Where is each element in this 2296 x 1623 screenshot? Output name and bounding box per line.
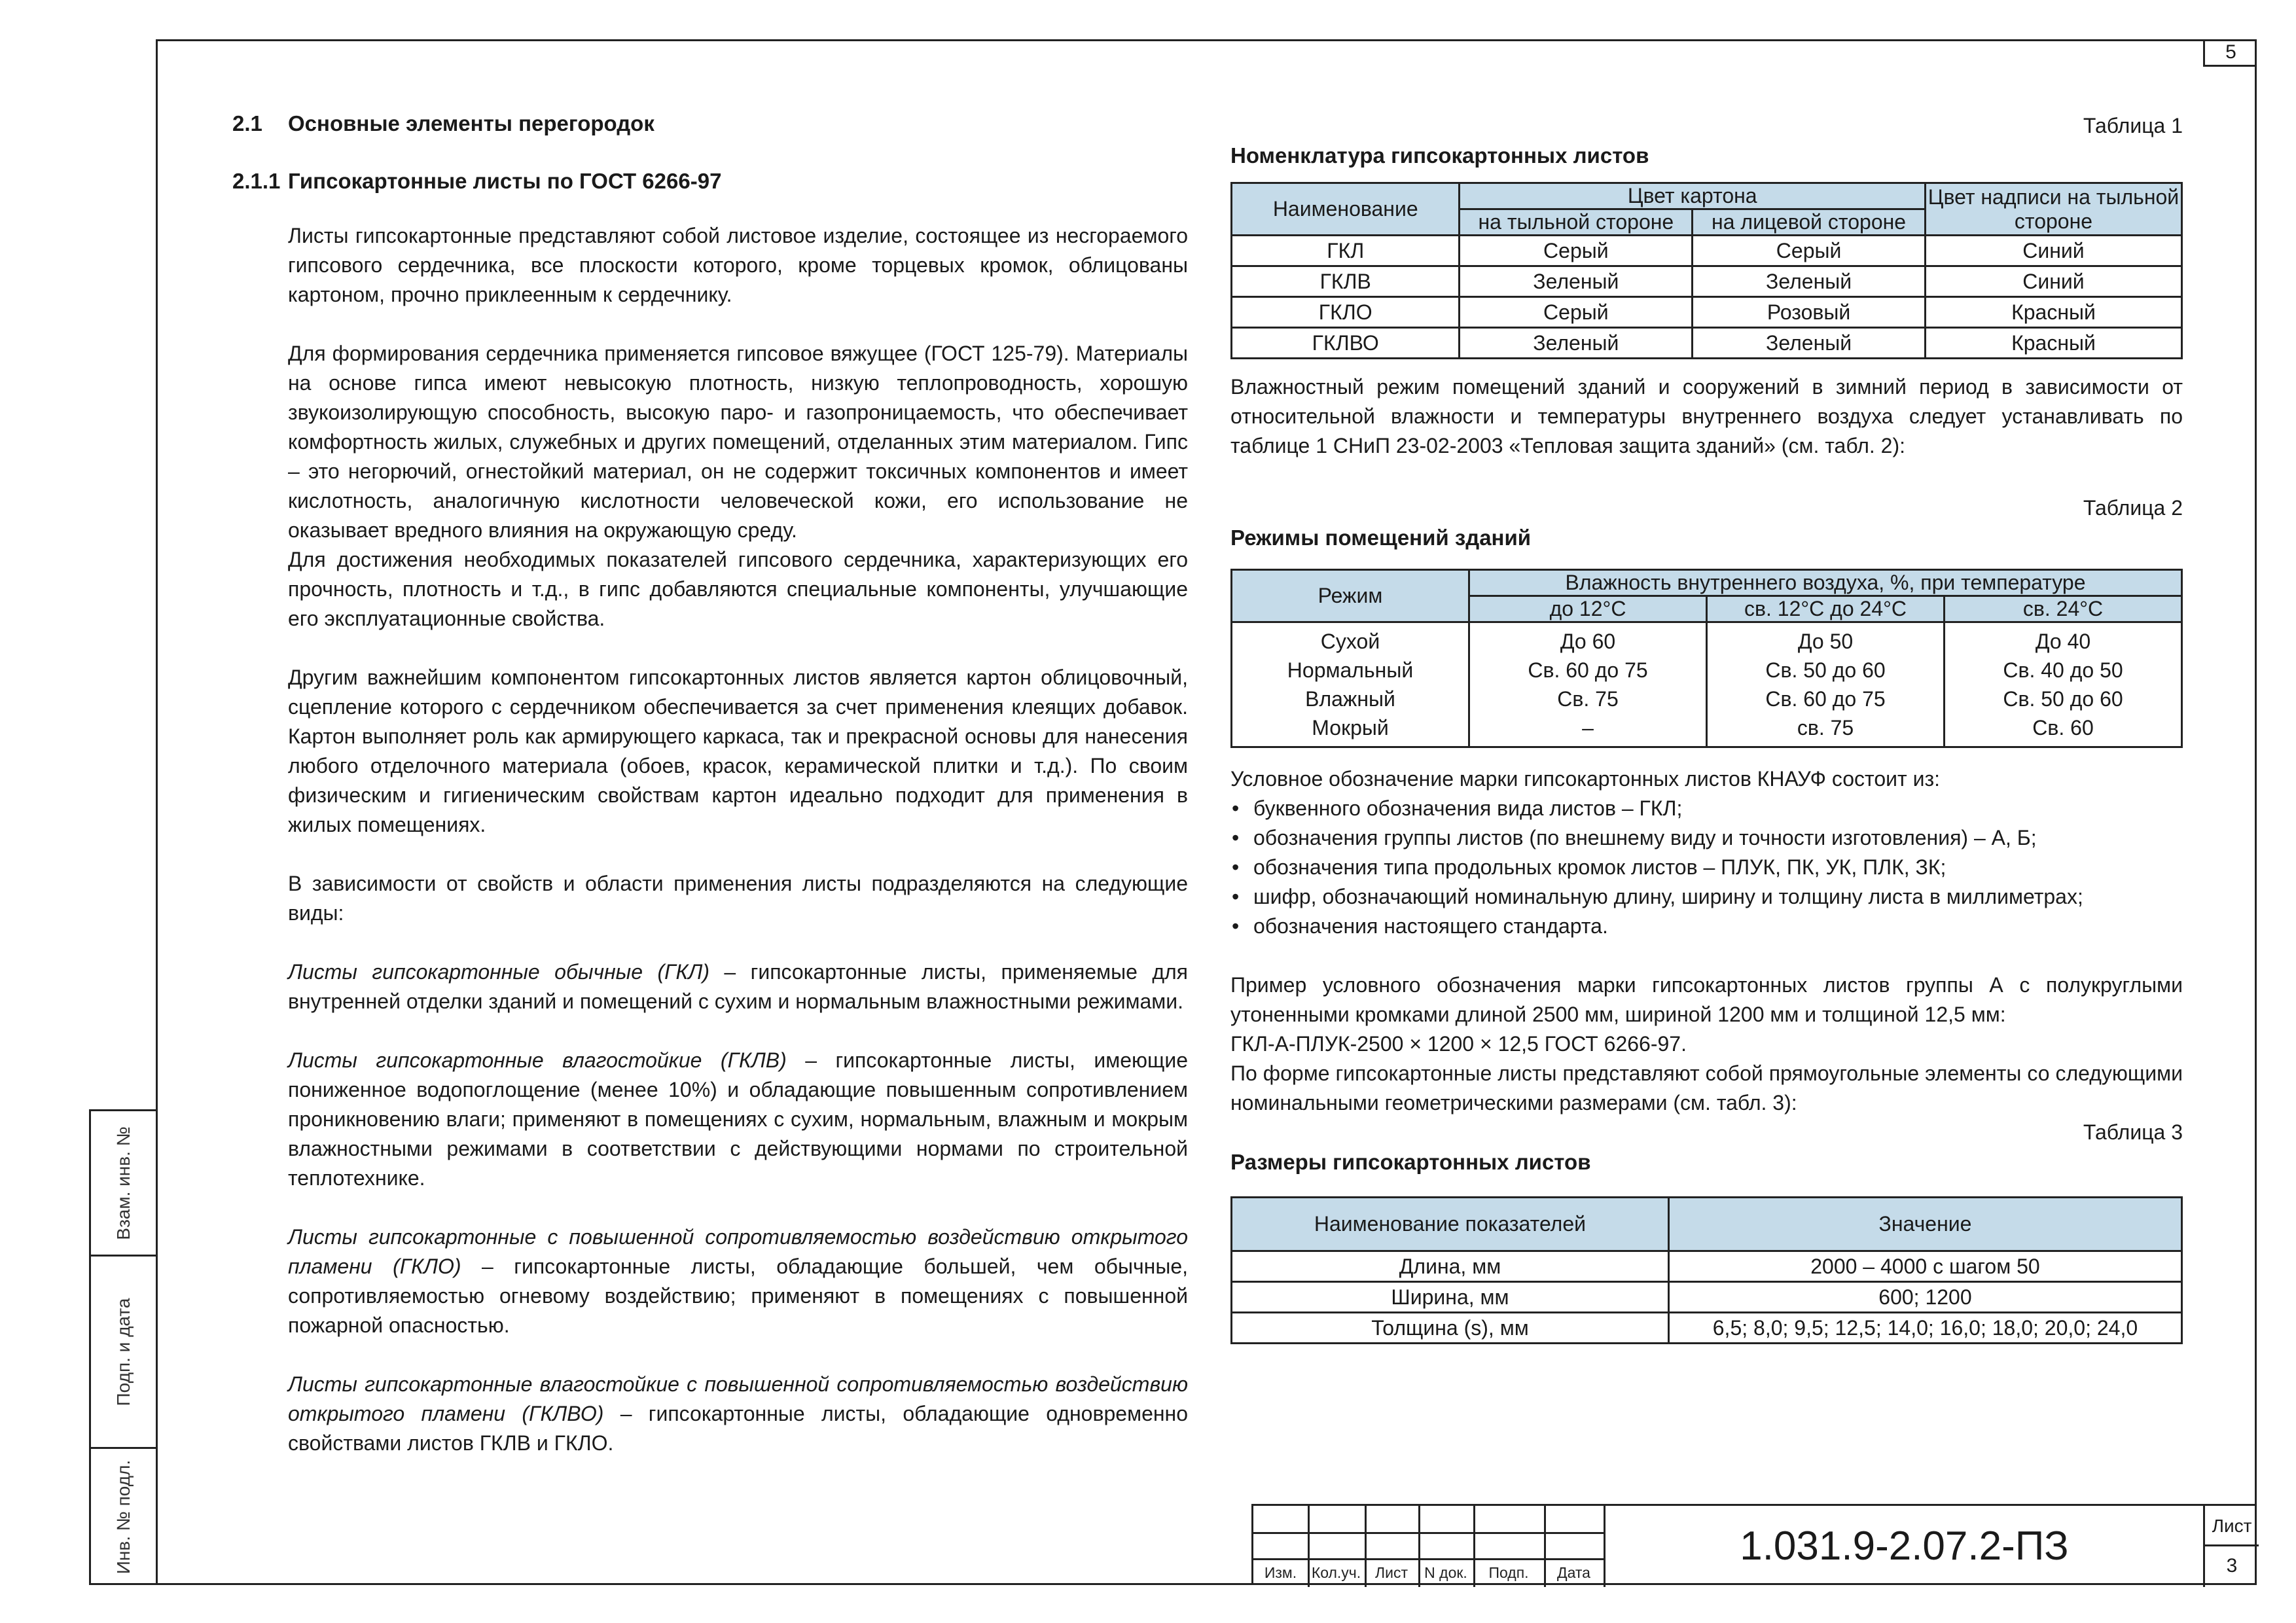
table-row — [1232, 266, 2182, 297]
side-cell-sign — [91, 1257, 156, 1449]
table1-title: Номенклатура гипсокартонных листов — [1230, 143, 1649, 168]
t2-header-mode: Режим — [1232, 570, 1469, 622]
table-cell: Синий — [1925, 236, 2181, 266]
table-cell: Св. 40 до 50 — [2003, 658, 2123, 682]
paragraph-additives: Для достижения необходимых показателей гипсового сердечника, характеризующих его прочность, плотность и т.д., в гипс добавляются специальные компоненты, улучшающие его эксплуатационные свойства. — [288, 548, 1188, 630]
table-row — [1232, 1282, 2182, 1313]
sheet-box — [2203, 1506, 2259, 1587]
table-cell: Толщина (s), мм — [1232, 1313, 1669, 1344]
table-cell: Св. 50 до 60 — [2003, 687, 2123, 711]
side-cell-replace — [91, 1111, 156, 1257]
side-label-sign: Подп. и дата — [113, 1298, 134, 1406]
type-gklv — [288, 1046, 1188, 1193]
table2-title: Режимы помещений зданий — [1230, 526, 1532, 550]
table-cell: Серый — [1460, 297, 1693, 328]
table-cell: Серый — [1460, 236, 1693, 266]
paragraph-cardboard: Другим важнейшим компонентом гипсокартонных листов является картон облицовочный, сцепление которого с сердечником обеспечивается за счет применения клеящих добавок. Картон выполняет роль как армирующего каркаса, так и прекрасной основы для нанесения любого отделочного материала (обоев, красок, керамической плитки и т.д.). По своим физическим и гигиеническим свойствам картон идеально подходит для применения в жилых помещениях. — [288, 666, 1188, 836]
t2-modes-cell — [1232, 622, 1469, 747]
table-cell: св. 75 — [1797, 716, 1854, 740]
section-number: 2.1 — [232, 111, 262, 135]
table-cell: – — [1582, 716, 1594, 740]
caption-change: Изм. — [1264, 1564, 1297, 1581]
mode-normal: Нормальный — [1287, 658, 1414, 682]
section-title: Основные элементы перегородок — [288, 111, 655, 135]
type-gklvo-desc: – гипсокартонные листы, обладающие одновременно свойствами листов ГКЛВ и ГКЛО. — [288, 1402, 1189, 1455]
left-column — [232, 111, 1188, 1488]
table-cell: Розовый — [1693, 297, 1926, 328]
list-item: • шифр, обозначающий номинальную длину, ширину и толщину листа в миллиметрах; — [1230, 882, 2183, 912]
t3-header-param: Наименование показателей — [1232, 1198, 1669, 1251]
table-cell: Св. 60 — [2032, 716, 2094, 740]
shape-paragraph: По форме гипсокартонные листы представляют собой прямоугольные элементы со следующими номинальными геометрическими размерами (см. табл. 3): — [1230, 1061, 2183, 1115]
document-number: 1.031.9-2.07.2-ПЗ — [1604, 1506, 2203, 1587]
table-cell: Красный — [1925, 328, 2181, 359]
t1-header-label-color: Цвет надписи на тыльной стороне — [1925, 183, 2181, 236]
side-cell-original — [91, 1449, 156, 1585]
caption-doc: N док. — [1424, 1564, 1467, 1581]
table-room-modes — [1230, 569, 2183, 748]
caption-count: Кол.уч. — [1311, 1564, 1361, 1581]
table-cell: Ширина, мм — [1232, 1282, 1669, 1313]
table-cell: Красный — [1925, 297, 2181, 328]
side-strip — [89, 1109, 156, 1585]
table-cell: ГКЛВ — [1232, 266, 1460, 297]
type-gklvo-term: Листы гипсокартонные влагостойкие с повышенной сопротивляемостью воздействию открытого пламени (ГКЛВО) — [288, 1372, 1188, 1425]
table-cell: До 40 — [2035, 630, 2091, 653]
type-gklo-term: Листы гипсокартонные с повышенной сопротивляемостью воздействию открытого пламени (ГКЛО) — [288, 1225, 1188, 1278]
t2-col2-cell — [1707, 622, 1945, 747]
list-item: • обозначения настоящего стандарта. — [1230, 912, 2183, 941]
t2-col3-cell — [1945, 622, 2182, 747]
table-cell: ГКЛО — [1232, 297, 1460, 328]
table-cell: 600; 1200 — [1668, 1282, 2181, 1313]
table-cell: Серый — [1693, 236, 1926, 266]
table-cell: До 60 — [1560, 630, 1616, 653]
type-gkl — [288, 957, 1188, 1016]
mode-wet: Мокрый — [1312, 716, 1389, 740]
table-cell: Св. 60 до 75 — [1528, 658, 1648, 682]
grid-line — [1253, 1532, 1604, 1534]
type-gklv-desc: – гипсокартонные листы, имеющие пониженное водопоглощение (менее 10%) и обладающие повышенным сопротивлением проникновению влаги; применяют в помещениях с сухим, нормальным, влажным и мокрым влажностными режимами в соответствии с действующими нормами по строительной теплотехнике. — [288, 1048, 1189, 1190]
mode-humid: Влажный — [1305, 687, 1395, 711]
table3-title: Размеры гипсокартонных листов — [1230, 1150, 1591, 1174]
table-cell: Зеленый — [1460, 328, 1693, 359]
subsection-heading — [232, 169, 1188, 194]
side-label-original: Инв. № подл. — [113, 1459, 134, 1575]
marking-example-code: ГКЛ-А-ПЛУК-2500 × 1200 × 12,5 ГОСТ 6266-97. — [1230, 1032, 1687, 1056]
list-item: • буквенного обозначения вида листов – ГКЛ; — [1230, 794, 2183, 823]
t1-header-color: Цвет картона — [1460, 183, 1925, 209]
table-cell: Синий — [1925, 266, 2181, 297]
revision-grid — [1253, 1506, 1604, 1587]
type-gkl-term: Листы гипсокартонные обычные (ГКЛ) — [288, 960, 709, 984]
page-number: 5 — [2203, 39, 2257, 67]
t2-header-col3: св. 24°С — [1945, 596, 2182, 622]
paragraph-core: Для формирования сердечника применяется гипсовое вяжущее (ГОСТ 125-79). Материалы на основе гипса имеют невысокую плотность, низкую теплопроводность, хорошую звукоизолирующую способность, высокую паро- и газопроницаемость, что обеспечивает комфортность жилых, служебных и других помещений, отделанных этим материалом. Гипс – это негорючий, огнестойкий материал, он не содержит токсичных компонентов и имеет кислотность, аналогичную кислотности человеческой кожи, его использование не оказывает вредного влияния на окружающую среду. — [288, 342, 1188, 542]
table-sheet-dimensions — [1230, 1196, 2183, 1344]
paragraph-definition: Листы гипсокартонные представляют собой листовое изделие, состоящее из несгораемого гипсового сердечника, все плоскости которого, кроме торцевых кромок, облицованы картоном, прочно приклеенным к сердечнику. — [288, 224, 1188, 306]
mode-dry: Сухой — [1320, 630, 1380, 653]
table-cell: 6,5; 8,0; 9,5; 12,5; 14,0; 16,0; 18,0; 20,0; 24,0 — [1668, 1313, 2181, 1344]
list-item: • обозначения группы листов (по внешнему виду и точности изготовления) – А, Б; — [1230, 823, 2183, 853]
t1-header-name: Наименование — [1232, 183, 1460, 236]
subsection-title: Гипсокартонные листы по ГОСТ 6266-97 — [288, 169, 722, 193]
table-cell: Зеленый — [1693, 266, 1926, 297]
table-cell: 2000 – 4000 с шагом 50 — [1668, 1251, 2181, 1282]
marking-list — [1230, 794, 2183, 941]
paragraph-types-intro: В зависимости от свойств и области применения листы подразделяются на следующие виды: — [288, 872, 1188, 925]
table-row — [1232, 1313, 2182, 1344]
caption-sheet: Лист — [1375, 1564, 1408, 1581]
subsection-number: 2.1.1 — [232, 169, 281, 193]
table-cell: Зеленый — [1460, 266, 1693, 297]
table-row — [1232, 622, 2182, 747]
marking-intro: Условное обозначение марки гипсокартонных листов КНАУФ состоит из: — [1230, 767, 1940, 791]
table-row — [1232, 297, 2182, 328]
list-item: • обозначения типа продольных кромок листов – ПЛУК, ПК, УК, ПЛК, ЗК; — [1230, 853, 2183, 882]
t3-header-value: Значение — [1668, 1198, 2181, 1251]
type-gkl-desc: – гипсокартонные листы, применяемые для внутренней отделки зданий и помещений с сухим и нормальным влажностными режимами. — [288, 960, 1189, 1013]
table-cell: Длина, мм — [1232, 1251, 1669, 1282]
table-cell: ГКЛВО — [1232, 328, 1460, 359]
table3-label: Таблица 3 — [2083, 1120, 2183, 1144]
table-cell: ГКЛ — [1232, 236, 1460, 266]
table-row — [1232, 328, 2182, 359]
grid-line — [1253, 1558, 1604, 1560]
section-heading — [232, 111, 1188, 136]
sheet-number: 3 — [2226, 1555, 2238, 1577]
t1-header-front: на лицевой стороне — [1693, 209, 1926, 236]
table-row — [1232, 236, 2182, 266]
type-gklo — [288, 1222, 1188, 1340]
t2-header-col2: св. 12°С до 24°С — [1707, 596, 1945, 622]
table-cell: Св. 60 до 75 — [1765, 687, 1886, 711]
type-gklv-term: Листы гипсокартонные влагостойкие (ГКЛВ) — [288, 1048, 787, 1072]
side-label-replace: Взам. инв. № — [113, 1126, 134, 1240]
type-gklvo — [288, 1370, 1188, 1458]
title-block — [1251, 1504, 2257, 1585]
paragraph-humidity: Влажностный режим помещений зданий и сооружений в зимний период в зависимости от относительной влажности и температуры внутреннего воздуха следует устанавливать по таблице 1 СНиП 23-02-2003 «Тепловая защита зданий» (см. табл. 2): — [1230, 375, 2183, 457]
sheet-label: Лист — [2205, 1506, 2259, 1546]
t2-header-group: Влажность внутреннего воздуха, %, при температуре — [1469, 570, 2182, 596]
marking-example: Пример условного обозначения марки гипсокартонных листов группы А с полукруглыми утоненными кромками длиной 2500 мм, шириной 1200 мм и толщиной 12,5 мм: — [1230, 973, 2183, 1026]
table1-label: Таблица 1 — [2083, 114, 2183, 137]
type-gklo-desc: – гипсокартонные листы, обладающие большей, чем обычные, сопротивляемостью огневому воздействию; применяют в помещениях с повышенной пожарной опасностью. — [288, 1255, 1188, 1337]
table2-label: Таблица 2 — [2083, 496, 2183, 520]
table-sheet-nomenclature — [1230, 182, 2183, 359]
table-cell: До 50 — [1797, 630, 1854, 653]
t2-header-col1: до 12°С — [1469, 596, 1707, 622]
caption-date: Дата — [1557, 1564, 1590, 1581]
caption-signature: Подп. — [1488, 1564, 1529, 1581]
t1-header-back: на тыльной стороне — [1460, 209, 1693, 236]
right-column — [1230, 111, 2183, 1344]
table-cell: Св. 75 — [1557, 687, 1619, 711]
table-row — [1232, 1251, 2182, 1282]
table-cell: Зеленый — [1693, 328, 1926, 359]
table-cell: Св. 50 до 60 — [1765, 658, 1886, 682]
t2-col1-cell — [1469, 622, 1707, 747]
